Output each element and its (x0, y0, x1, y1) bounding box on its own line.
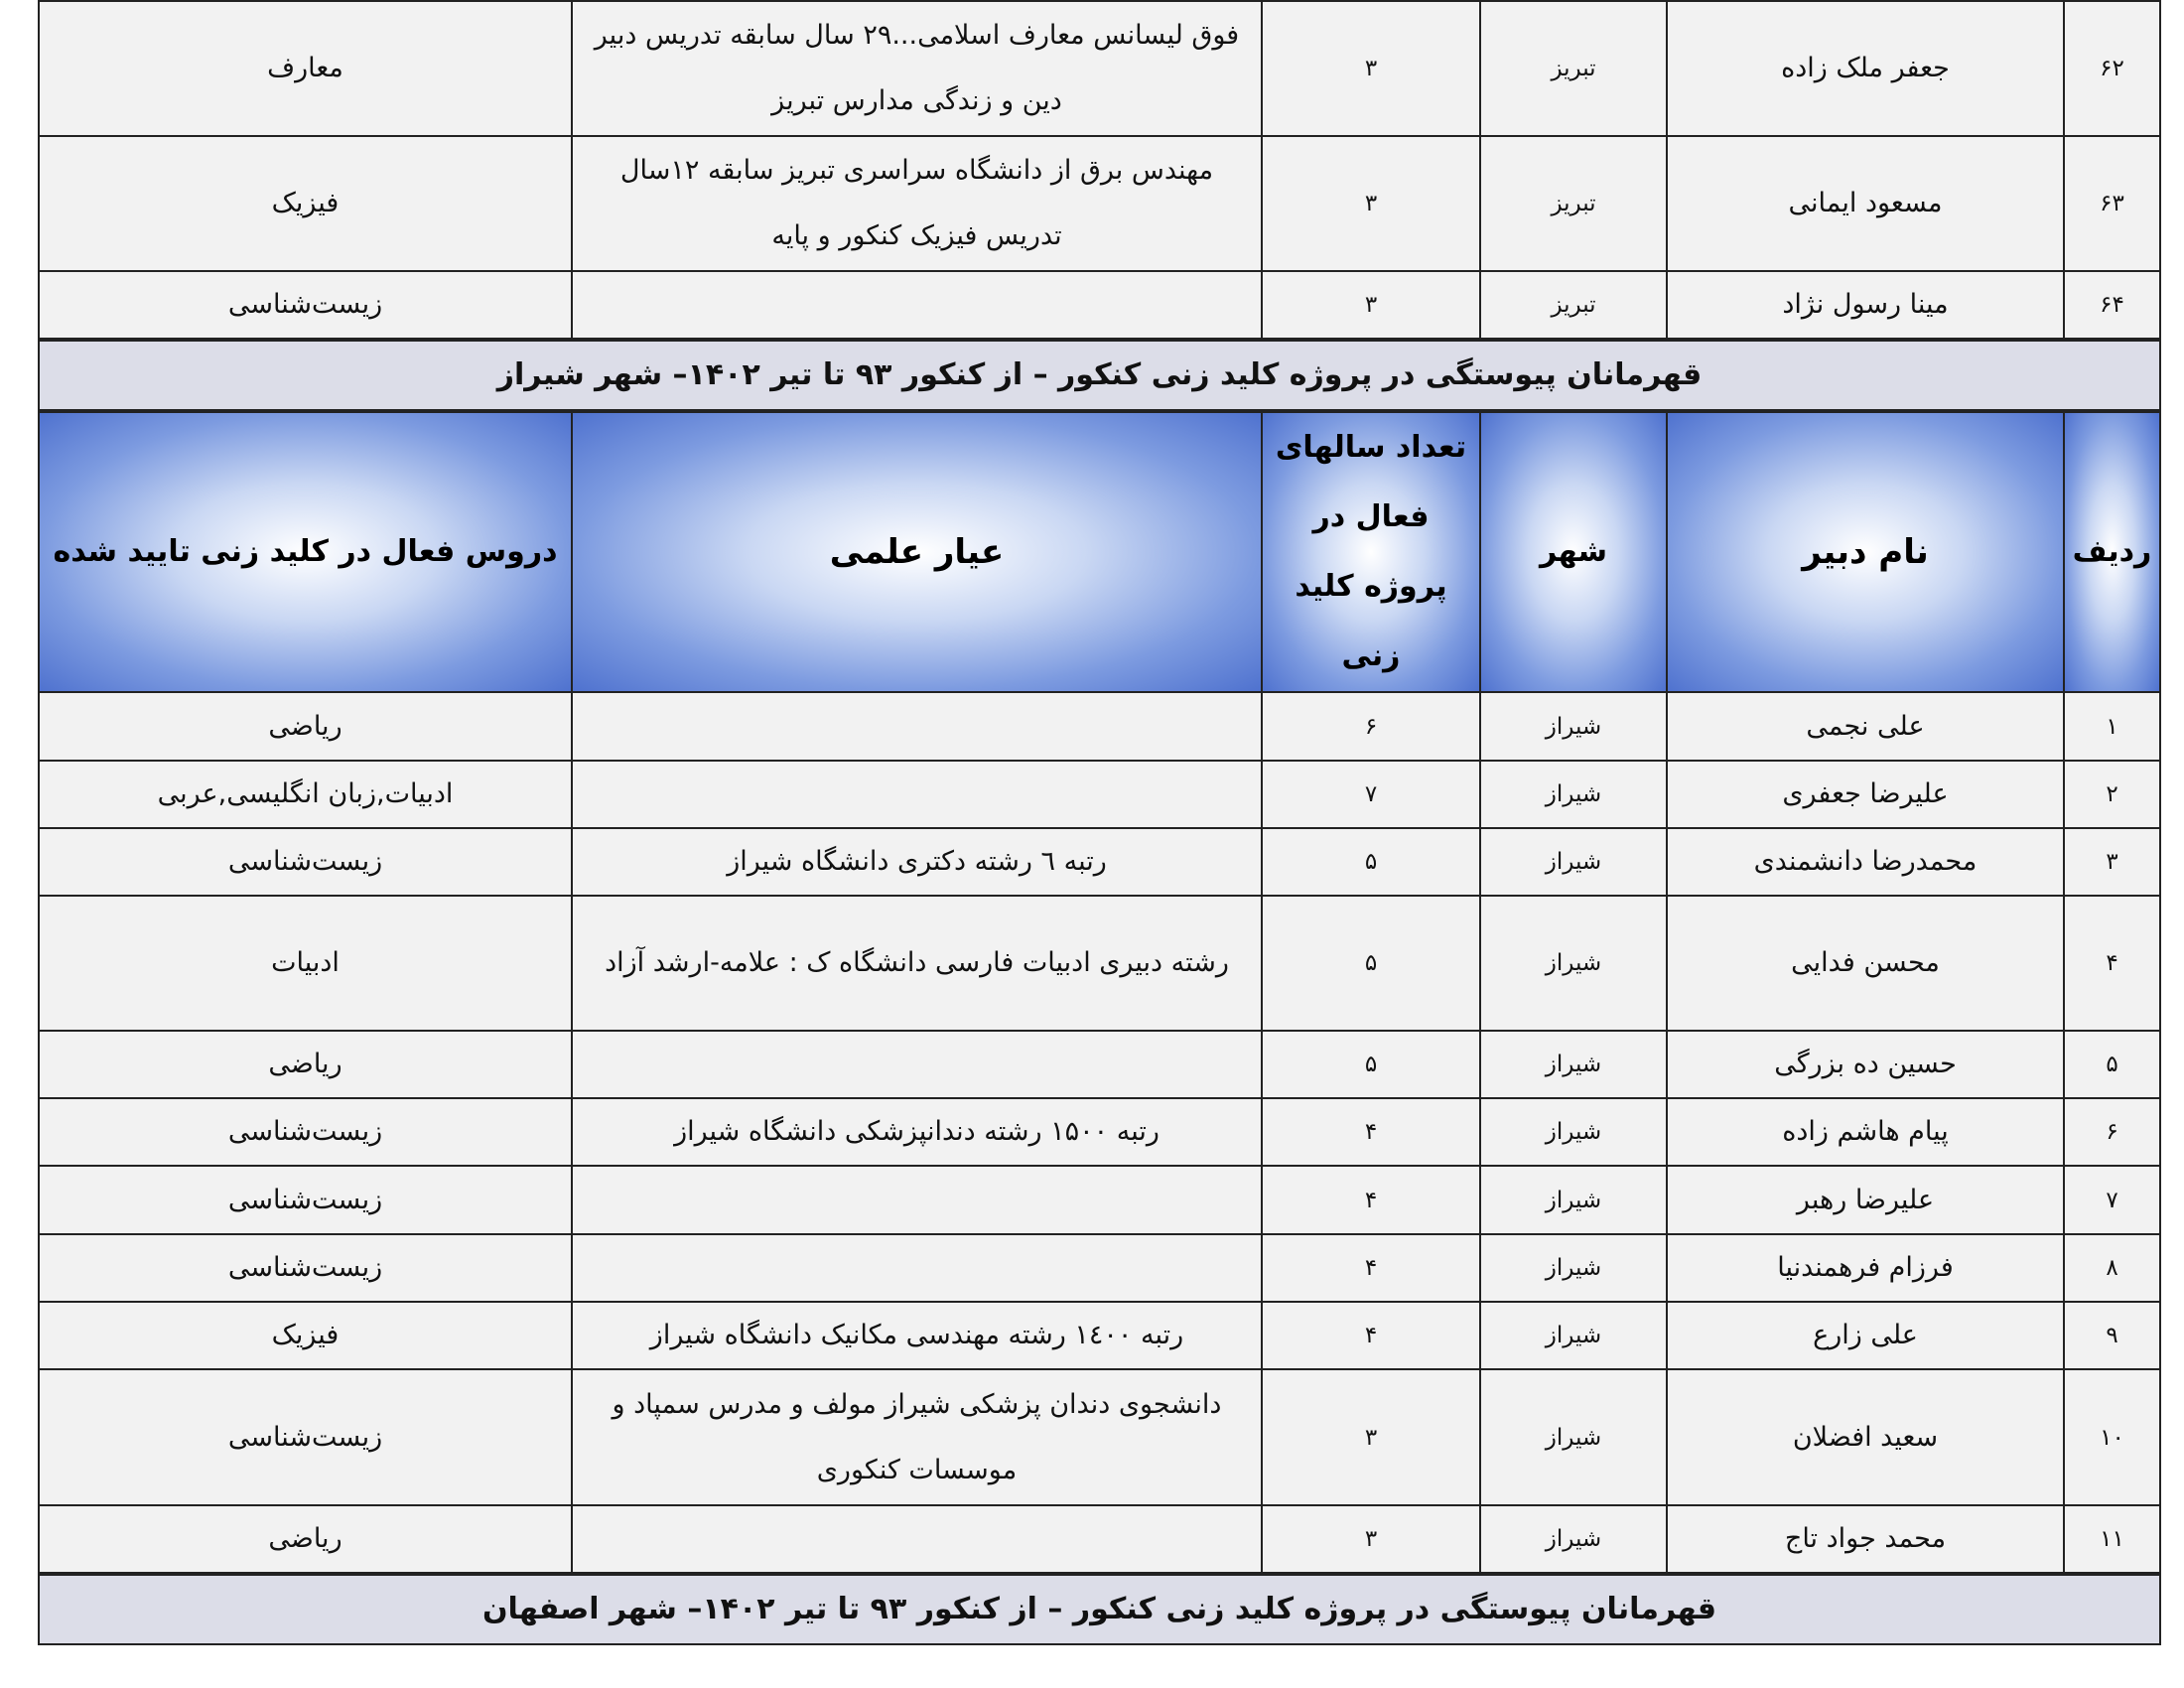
cell-years: ۵ (1262, 828, 1480, 896)
cell-subjects: زیست‌شناسی (39, 1234, 572, 1302)
cell-name: محسن فدایی (1667, 896, 2064, 1031)
cell-city: تبریز (1480, 1, 1667, 136)
cell-subjects: ادبیات,زبان انگلیسی,عربی (39, 761, 572, 828)
cell-no: ۹ (2064, 1302, 2160, 1369)
cell-merit: مهندس برق از دانشگاه سراسری تبریز سابقه ۱۲سال تدریس فیزیک کنکور و پایه (572, 136, 1262, 271)
header-row (39, 411, 2160, 692)
cell-city: شیراز (1480, 761, 1667, 828)
cell-no: ۱ (2064, 692, 2160, 761)
cell-no: ۴ (2064, 896, 2160, 1031)
cell-no: ۳ (2064, 828, 2160, 896)
table-row (39, 1, 2160, 136)
table-row (39, 271, 2160, 340)
table-row (39, 896, 2160, 1031)
cell-city: شیراز (1480, 1166, 1667, 1234)
cell-subjects: ریاضی (39, 692, 572, 761)
header-name: نام دبیر (1667, 411, 2064, 692)
cell-name: پیام هاشم زاده (1667, 1098, 2064, 1166)
cell-name: علیرضا جعفری (1667, 761, 2064, 828)
cell-merit (572, 761, 1262, 828)
cell-merit: دانشجوی دندان پزشکی شیراز مولف و مدرس سمپاد و موسسات کنکوری (572, 1369, 1262, 1505)
cell-city: تبریز (1480, 136, 1667, 271)
cell-name: محمدرضا دانشمندی (1667, 828, 2064, 896)
cell-city: شیراز (1480, 896, 1667, 1031)
cell-merit: فوق لیسانس معارف اسلامی...۲۹ سال سابقه تدریس دبیر دین و زندگی مدارس تبریز (572, 1, 1262, 136)
header-no: ردیف (2064, 411, 2160, 692)
cell-merit (572, 1234, 1262, 1302)
section-title-shiraz: قهرمانان پیوستگی در پروژه کلید زنی کنکور – از کنکور ۹۳ تا تیر ۱۴۰۲– شهر شیراز (39, 340, 2160, 411)
cell-city: شیراز (1480, 828, 1667, 896)
cell-name: مسعود ایمانی (1667, 136, 2064, 271)
table-row (39, 828, 2160, 896)
table-row (39, 1234, 2160, 1302)
cell-subjects: زیست‌شناسی (39, 1098, 572, 1166)
cell-no: ۶۴ (2064, 271, 2160, 340)
table-row (39, 1098, 2160, 1166)
cell-years: ۵ (1262, 896, 1480, 1031)
table-row (39, 692, 2160, 761)
cell-years: ۴ (1262, 1234, 1480, 1302)
cell-city: شیراز (1480, 1098, 1667, 1166)
cell-years: ۳ (1262, 1, 1480, 136)
cell-name: محمد جواد تاج (1667, 1505, 2064, 1574)
table-row (39, 1369, 2160, 1505)
cell-merit: رتبه ٦ رشته دکتری دانشگاه شیراز (572, 828, 1262, 896)
cell-city: تبریز (1480, 271, 1667, 340)
cell-merit: رشته دبیری ادبیات فارسی دانشگاه ک : علامه-ارشد آزاد (572, 896, 1262, 1031)
header-city: شهر (1480, 411, 1667, 692)
cell-years: ۴ (1262, 1098, 1480, 1166)
cell-subjects: معارف (39, 1, 572, 136)
table-row (39, 761, 2160, 828)
cell-years: ۶ (1262, 692, 1480, 761)
cell-merit (572, 1031, 1262, 1098)
cell-subjects: فیزیک (39, 1302, 572, 1369)
cell-city: شیراز (1480, 1302, 1667, 1369)
cell-name: فرزام فرهمندنیا (1667, 1234, 2064, 1302)
cell-city: شیراز (1480, 1234, 1667, 1302)
table-row (39, 136, 2160, 271)
cell-subjects: زیست‌شناسی (39, 271, 572, 340)
cell-merit (572, 271, 1262, 340)
cell-name: حسین ده بزرگی (1667, 1031, 2064, 1098)
header-years: تعداد سالهای فعال در پروژه کلید زنی (1262, 411, 1480, 692)
cell-subjects: ریاضی (39, 1505, 572, 1574)
header-merit: عیار علمی (572, 411, 1262, 692)
cell-name: علیرضا رهبر (1667, 1166, 2064, 1234)
cell-no: ۵ (2064, 1031, 2160, 1098)
cell-years: ۳ (1262, 1369, 1480, 1505)
cell-years: ۴ (1262, 1166, 1480, 1234)
cell-city: شیراز (1480, 1505, 1667, 1574)
cell-subjects: زیست‌شناسی (39, 1166, 572, 1234)
table-row (39, 1166, 2160, 1234)
cell-name: علی زارع (1667, 1302, 2064, 1369)
cell-subjects: فیزیک (39, 136, 572, 271)
cell-city: شیراز (1480, 1031, 1667, 1098)
teachers-table (38, 0, 2161, 1645)
cell-years: ۷ (1262, 761, 1480, 828)
cell-name: سعید افضلان (1667, 1369, 2064, 1505)
cell-no: ۱۱ (2064, 1505, 2160, 1574)
cell-no: ۷ (2064, 1166, 2160, 1234)
header-subjects: دروس فعال در کلید زنی تایید شده (39, 411, 572, 692)
cell-name: علی نجمی (1667, 692, 2064, 761)
cell-merit (572, 1505, 1262, 1574)
cell-merit (572, 692, 1262, 761)
cell-years: ۳ (1262, 271, 1480, 340)
cell-subjects: زیست‌شناسی (39, 1369, 572, 1505)
cell-city: شیراز (1480, 692, 1667, 761)
cell-subjects: ریاضی (39, 1031, 572, 1098)
cell-merit (572, 1166, 1262, 1234)
table-row (39, 1302, 2160, 1369)
cell-no: ۶۲ (2064, 1, 2160, 136)
cell-no: ۱۰ (2064, 1369, 2160, 1505)
cell-subjects: ادبیات (39, 896, 572, 1031)
cell-name: جعفر ملک زاده (1667, 1, 2064, 136)
cell-city: شیراز (1480, 1369, 1667, 1505)
cell-merit: رتبه ۱٤۰۰ رشته مهندسی مکانیک دانشگاه شیراز (572, 1302, 1262, 1369)
cell-years: ۳ (1262, 1505, 1480, 1574)
cell-years: ۵ (1262, 1031, 1480, 1098)
section-title-isfahan: قهرمانان پیوستگی در پروژه کلید زنی کنکور – از کنکور ۹۳ تا تیر ۱۴۰۲– شهر اصفهان (39, 1574, 2160, 1644)
cell-no: ۶۳ (2064, 136, 2160, 271)
table-row (39, 1505, 2160, 1574)
cell-years: ۴ (1262, 1302, 1480, 1369)
cell-name: مینا رسول نژاد (1667, 271, 2064, 340)
cell-merit: رتبه ۱۵۰۰ رشته دندانپزشکی دانشگاه شیراز (572, 1098, 1262, 1166)
cell-subjects: زیست‌شناسی (39, 828, 572, 896)
cell-no: ۶ (2064, 1098, 2160, 1166)
cell-years: ۳ (1262, 136, 1480, 271)
table-row (39, 1031, 2160, 1098)
cell-no: ۲ (2064, 761, 2160, 828)
cell-no: ۸ (2064, 1234, 2160, 1302)
